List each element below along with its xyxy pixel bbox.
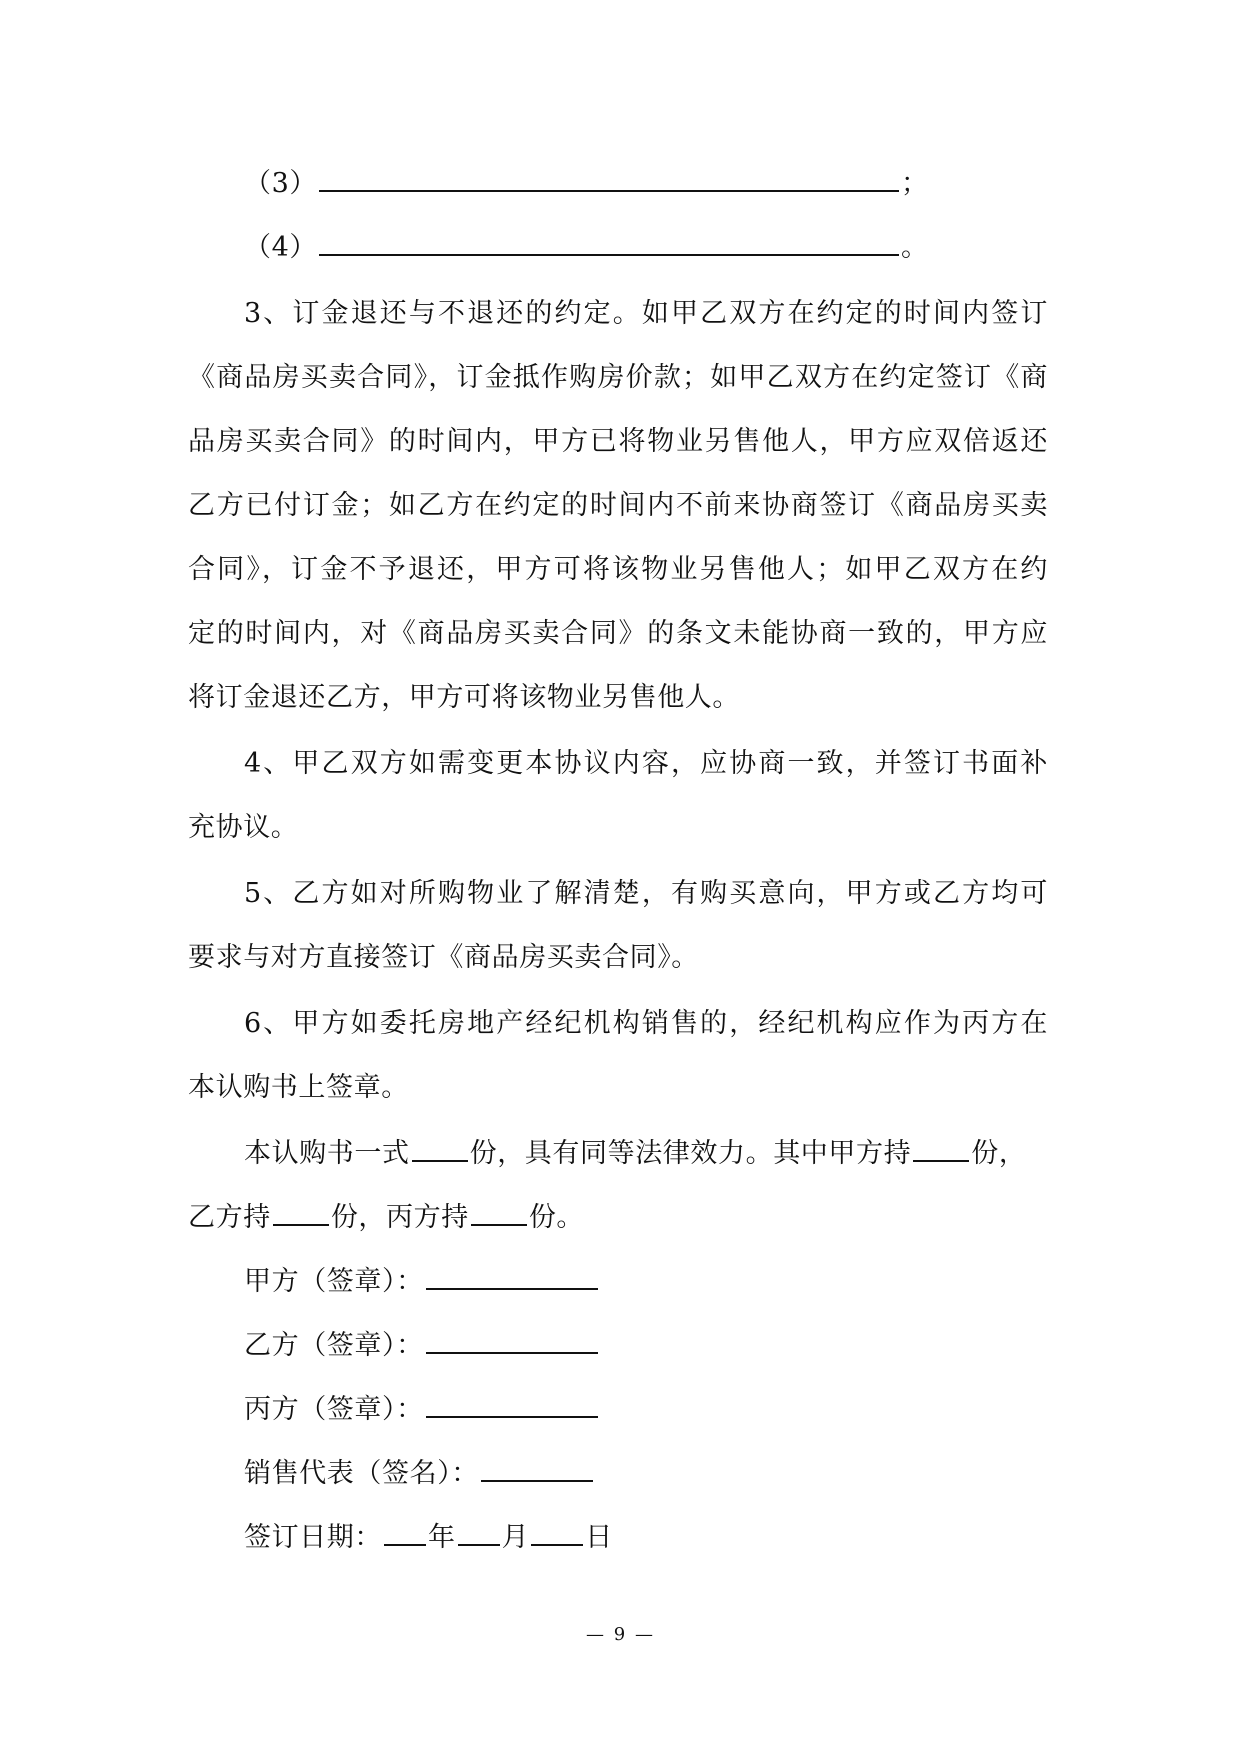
- party-b-signature-blank: [426, 1326, 598, 1354]
- signing-date-day-label: 日: [585, 1522, 613, 1553]
- clause-3-line-5: 合同》，订金不予退还，甲方可将该物业另售他人；如甲乙双方在约: [188, 554, 1048, 585]
- party-a-signature-blank: [426, 1262, 598, 1290]
- clause-3-line-1: 3、订金退还与不退还的约定。如甲乙双方在约定的时间内签订: [244, 298, 1048, 329]
- signing-date-year-label: 年: [428, 1522, 456, 1553]
- item-3-prefix: （3）: [244, 168, 317, 199]
- signing-date-year-blank: [384, 1518, 426, 1546]
- clause-5-line-2: 要求与对方直接签订《商品房买卖合同》。: [188, 942, 699, 973]
- clause-5-line-1: 5、乙方如对所购物业了解清楚，有购买意向，甲方或乙方均可: [244, 878, 1048, 909]
- clause-3-line-4: 乙方已付订金；如乙方在约定的时间内不前来协商签订《商品房买卖: [188, 490, 1048, 521]
- item-4-end: 。: [900, 232, 929, 263]
- page-number: — 9 —: [586, 1624, 655, 1645]
- clause-4-line-2: 充协议。: [188, 812, 299, 843]
- item-3-end: ；: [900, 168, 929, 199]
- signing-date-month-label: 月: [501, 1522, 530, 1553]
- party-a-signature-label: 甲方（签章）：: [244, 1266, 424, 1297]
- party-c-signature-line: [244, 1390, 600, 1430]
- item-4-blank: [319, 228, 899, 256]
- item-4-line: [244, 228, 929, 268]
- signing-date-line: [244, 1518, 613, 1558]
- copies-text-e: 份，丙方持: [330, 1202, 469, 1233]
- item-3-line: [244, 164, 929, 204]
- clause-3-line-7: 将订金退还乙方，甲方可将该物业另售他人。: [188, 682, 740, 713]
- clause-3-line-6: 定的时间内，对《商品房买卖合同》的条文未能协商一致的，甲方应: [188, 618, 1048, 649]
- sales-rep-signature-line: [244, 1454, 595, 1494]
- clause-3-line-3: 品房买卖合同》的时间内，甲方已将物业另售他人，甲方应双倍返还: [188, 426, 1048, 457]
- party-b-signature-label: 乙方（签章）：: [244, 1330, 424, 1361]
- copies-text-d: 乙方持: [188, 1202, 271, 1233]
- party-b-signature-line: [244, 1326, 600, 1366]
- sales-rep-signature-label: 销售代表（签名）：: [244, 1458, 479, 1489]
- signing-date-day-blank: [531, 1518, 583, 1546]
- clause-6-line-2: 本认购书上签章。: [188, 1072, 409, 1103]
- signing-date-label: 签订日期：: [244, 1522, 382, 1553]
- clause-6-line-1: 6、甲方如委托房地产经纪机构销售的，经纪机构应作为丙方在: [244, 1008, 1048, 1039]
- copies-line-2: [188, 1198, 584, 1238]
- party-c-signature-label: 丙方（签章）：: [244, 1394, 424, 1425]
- clause-4-line-1: 4、甲乙双方如需变更本协议内容，应协商一致，并签订书面补: [244, 748, 1048, 779]
- copies-text-c: 份，: [971, 1138, 1027, 1169]
- item-3-blank: [319, 164, 899, 192]
- party-a-signature-line: [244, 1262, 600, 1302]
- item-4-prefix: （4）: [244, 232, 317, 263]
- sales-rep-signature-blank: [481, 1454, 593, 1482]
- copies-text-a: 本认购书一式: [244, 1138, 410, 1169]
- copies-total-blank: [412, 1134, 468, 1162]
- signing-date-month-blank: [458, 1518, 500, 1546]
- copies-text-f: 份。: [528, 1202, 585, 1233]
- clause-3-line-2: 《商品房买卖合同》，订金抵作购房价款；如甲乙双方在约定签订《商: [188, 362, 1048, 393]
- party-c-signature-blank: [426, 1390, 598, 1418]
- copies-text-b: 份，具有同等法律效力。其中甲方持: [469, 1138, 912, 1169]
- copies-party-a-blank: [913, 1134, 969, 1162]
- copies-party-b-blank: [273, 1198, 329, 1226]
- copies-line-1: [244, 1134, 1026, 1174]
- copies-party-c-blank: [471, 1198, 527, 1226]
